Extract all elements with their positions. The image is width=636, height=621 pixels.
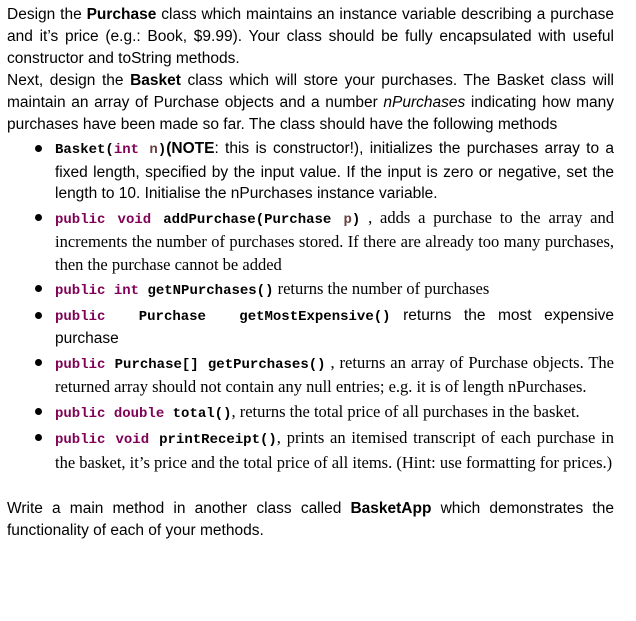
- method-signature: [55, 283, 273, 299]
- bullet-icon: [35, 214, 42, 221]
- code-text: getNPurchases(): [147, 283, 274, 299]
- list-item-getpurchases: [55, 352, 614, 399]
- code-text: getMostExpensive(): [239, 308, 391, 325]
- method-list: [7, 138, 614, 474]
- list-item-getnpurchases: [55, 278, 614, 303]
- method-description: , adds a purchase to the array and increments the number of purchases stored. If there are already too many purchases, then the purchase cannot be added: [55, 207, 615, 274]
- code-keyword: public: [55, 356, 106, 373]
- method-signature: [55, 357, 326, 373]
- code-text: printReceipt(): [159, 432, 277, 448]
- code-keyword: int: [113, 283, 140, 299]
- code-keyword: double: [113, 405, 165, 422]
- code-text: addPurchase(Purchase: [163, 211, 344, 228]
- code-keyword: public: [55, 283, 106, 299]
- list-item-printreceipt: [55, 427, 614, 474]
- bullet-icon: [35, 359, 42, 366]
- method-description: returns the most expensive purchase: [55, 306, 614, 347]
- code-text: Purchase[]: [114, 356, 199, 373]
- code-keyword: public: [55, 308, 106, 325]
- basket-paragraph: [7, 70, 614, 136]
- bullet-icon: [35, 408, 42, 415]
- method-description: , returns an array of Purchase objects. The returned array should not contain any null entries; e.g. it is of length nPurchases.: [55, 352, 615, 396]
- spacer: [7, 476, 614, 498]
- code-keyword: public: [55, 432, 106, 448]
- code-param: n: [139, 142, 158, 158]
- code-text: Basket(: [55, 142, 114, 158]
- method-signature: [55, 406, 231, 422]
- code-keyword: public: [55, 211, 106, 228]
- code-keyword: void: [115, 432, 150, 448]
- code-text: ): [157, 142, 167, 158]
- method-description: , prints an itemised transcript of each purchase in the basket, it’s price and the total price of all items. (Hint: use formatting for prices.): [55, 428, 614, 472]
- npurchases-term: nPurchases: [383, 94, 466, 111]
- list-item-getmostexpensive: [55, 305, 614, 350]
- purchase-class-name: Purchase: [86, 6, 157, 23]
- method-signature: [55, 142, 166, 158]
- method-signature: [55, 309, 391, 325]
- code-param: p: [343, 211, 352, 228]
- method-signature: [55, 432, 277, 448]
- code-text: total(): [172, 405, 232, 422]
- note-label: (NOTE: [166, 140, 215, 157]
- text: which demonstrates the functionality of each of your methods.: [7, 500, 614, 539]
- text: Design the: [7, 6, 87, 23]
- code-keyword: public: [55, 405, 106, 422]
- list-item-constructor: [55, 138, 614, 205]
- bullet-icon: [35, 312, 42, 319]
- bullet-icon: [35, 434, 42, 441]
- text: class which maintains an instance variable describing a purchase and it’s price (e.g.: Book, $9.99). Your class should be fully encapsulated with useful constructor and toString methods.: [7, 6, 614, 67]
- method-signature: [55, 212, 360, 228]
- bullet-icon: [35, 285, 42, 292]
- app-class-name: BasketApp: [350, 500, 432, 517]
- method-description: , returns the total price of all purchases in the basket.: [231, 401, 580, 421]
- text: indicating how many purchases have been made so far. The class should have the following methods: [7, 94, 614, 133]
- list-item-total: [55, 401, 614, 426]
- purchase-paragraph: [7, 4, 614, 70]
- bullet-icon: [35, 145, 42, 152]
- code-text: Purchase: [138, 308, 206, 325]
- method-description: : this is constructor!), initializes the purchases array to a fixed length, specified by the input value. If the input is zero or negative, set the length to 10. Initialise the nPurchases instance variable.: [55, 140, 614, 202]
- code-keyword: void: [117, 211, 152, 228]
- list-item-addpurchase: [55, 207, 614, 277]
- text: Next, design the: [7, 72, 131, 89]
- basket-class-name: Basket: [130, 72, 181, 89]
- text: Write a main method in another class called: [7, 500, 351, 517]
- code-text: ): [351, 211, 361, 228]
- code-keyword: int: [113, 142, 140, 158]
- main-method-paragraph: [7, 498, 614, 542]
- text: class which will store your purchases. The Basket class will maintain an array of Purchase objects and a number: [7, 72, 614, 111]
- method-description: returns the number of purchases: [273, 279, 490, 298]
- code-text: getPurchases(): [207, 356, 326, 373]
